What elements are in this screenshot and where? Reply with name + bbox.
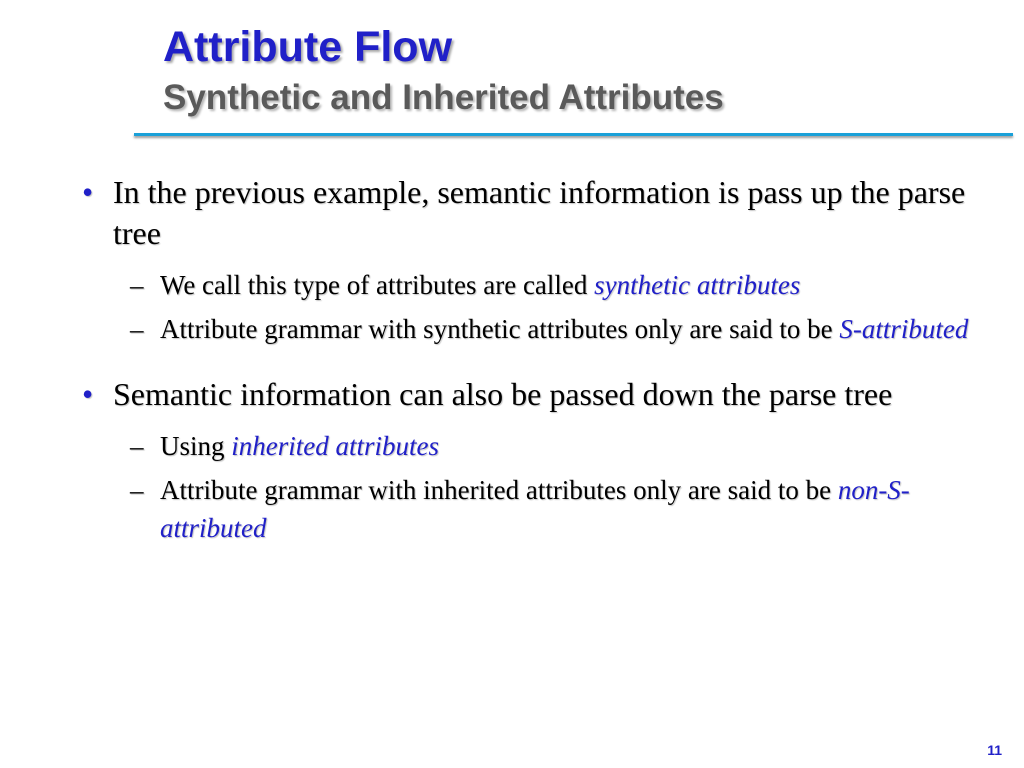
dash-marker: –: [130, 475, 144, 505]
slide-content: [80, 172, 980, 547]
key-term: inherited attributes: [231, 431, 439, 461]
sub-bullet-item: [80, 266, 980, 304]
title-divider: [134, 133, 1013, 136]
key-term: S-attributed: [839, 314, 969, 344]
sub-bullet-item: [80, 471, 980, 547]
slide-subtitle: Synthetic and Inherited Attributes: [163, 78, 724, 117]
slide-title: Attribute Flow: [163, 23, 453, 71]
sub-bullet-item: [80, 310, 980, 348]
dash-marker: –: [130, 431, 144, 461]
bullet-marker: •: [82, 174, 94, 210]
sub-bullet-text: We call this type of attributes are called: [160, 270, 595, 300]
sub-bullet-text: Attribute grammar with synthetic attributes only are said to be: [160, 314, 840, 344]
bullet-item: [80, 172, 980, 254]
bullet-text: In the previous example, semantic information is pass up the parse tree: [113, 174, 966, 251]
bullet-text: Semantic information can also be passed down the parse tree: [113, 376, 893, 412]
page-number: 11: [987, 742, 1002, 758]
dash-marker: –: [130, 314, 144, 344]
sub-bullet-item: [80, 427, 980, 465]
bullet-item: [80, 374, 980, 415]
key-term: synthetic attributes: [594, 270, 801, 300]
key-term: non-S-attributed: [160, 475, 910, 543]
dash-marker: –: [130, 270, 144, 300]
bullet-marker: •: [82, 376, 94, 412]
sub-bullet-text: Using: [160, 431, 232, 461]
sub-bullet-text: Attribute grammar with inherited attributes only are said to be: [160, 475, 838, 505]
